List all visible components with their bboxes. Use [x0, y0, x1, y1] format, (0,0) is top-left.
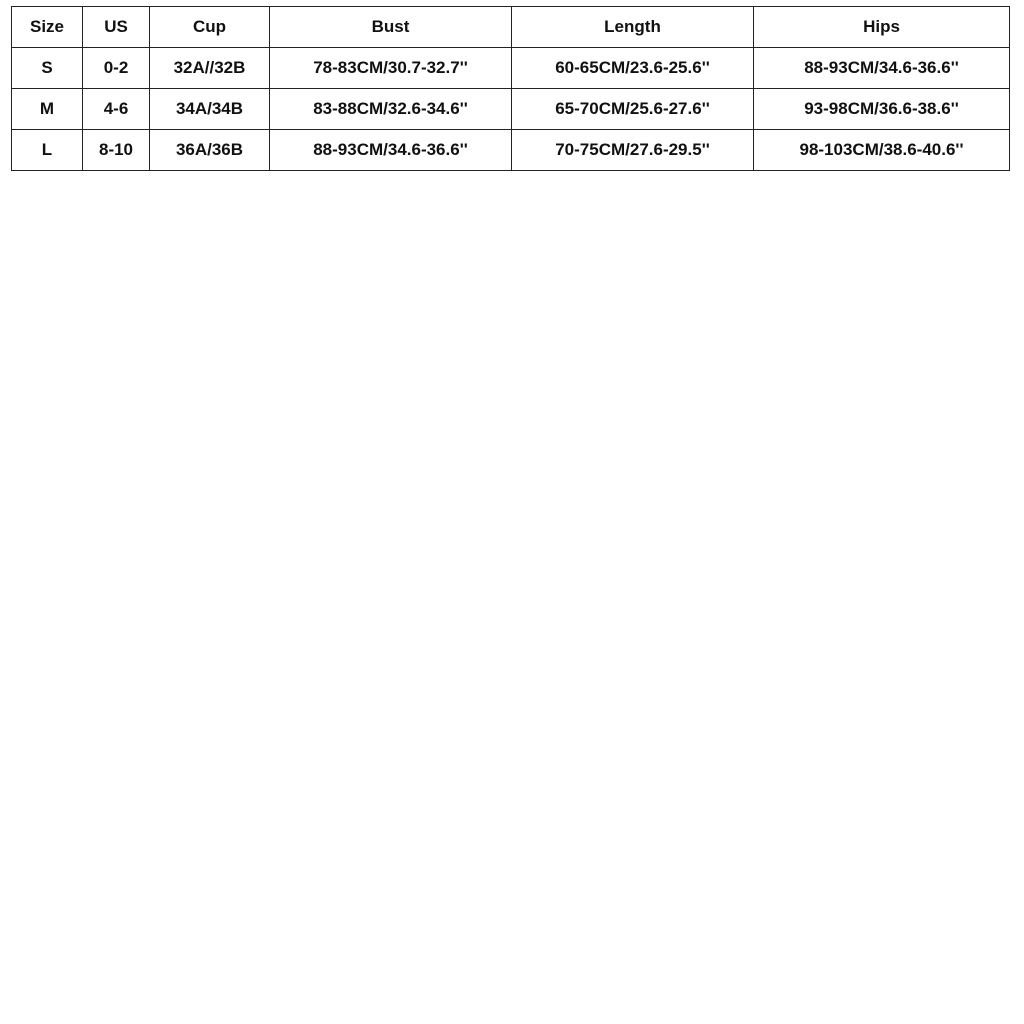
- cell-bust: 78-83CM/30.7-32.7'': [270, 48, 512, 89]
- cell-bust: 88-93CM/34.6-36.6'': [270, 130, 512, 171]
- header-cup: Cup: [150, 7, 270, 48]
- cell-cup: 36A/36B: [150, 130, 270, 171]
- cell-bust: 83-88CM/32.6-34.6'': [270, 89, 512, 130]
- header-length: Length: [512, 7, 754, 48]
- table-row: [12, 89, 1010, 130]
- cell-cup: 34A/34B: [150, 89, 270, 130]
- header-size: Size: [12, 7, 83, 48]
- cell-hips: 88-93CM/34.6-36.6'': [754, 48, 1010, 89]
- cell-length: 65-70CM/25.6-27.6'': [512, 89, 754, 130]
- cell-us: 4-6: [83, 89, 150, 130]
- cell-size: M: [12, 89, 83, 130]
- table-row: [12, 130, 1010, 171]
- cell-us: 0-2: [83, 48, 150, 89]
- header-hips: Hips: [754, 7, 1010, 48]
- cell-hips: 98-103CM/38.6-40.6'': [754, 130, 1010, 171]
- cell-size: L: [12, 130, 83, 171]
- cell-us: 8-10: [83, 130, 150, 171]
- table-row: [12, 48, 1010, 89]
- cell-length: 70-75CM/27.6-29.5'': [512, 130, 754, 171]
- cell-hips: 93-98CM/36.6-38.6'': [754, 89, 1010, 130]
- cell-size: S: [12, 48, 83, 89]
- cell-cup: 32A//32B: [150, 48, 270, 89]
- header-row: [12, 7, 1010, 48]
- cell-length: 60-65CM/23.6-25.6'': [512, 48, 754, 89]
- header-us: US: [83, 7, 150, 48]
- size-chart-table: [11, 6, 1010, 171]
- header-bust: Bust: [270, 7, 512, 48]
